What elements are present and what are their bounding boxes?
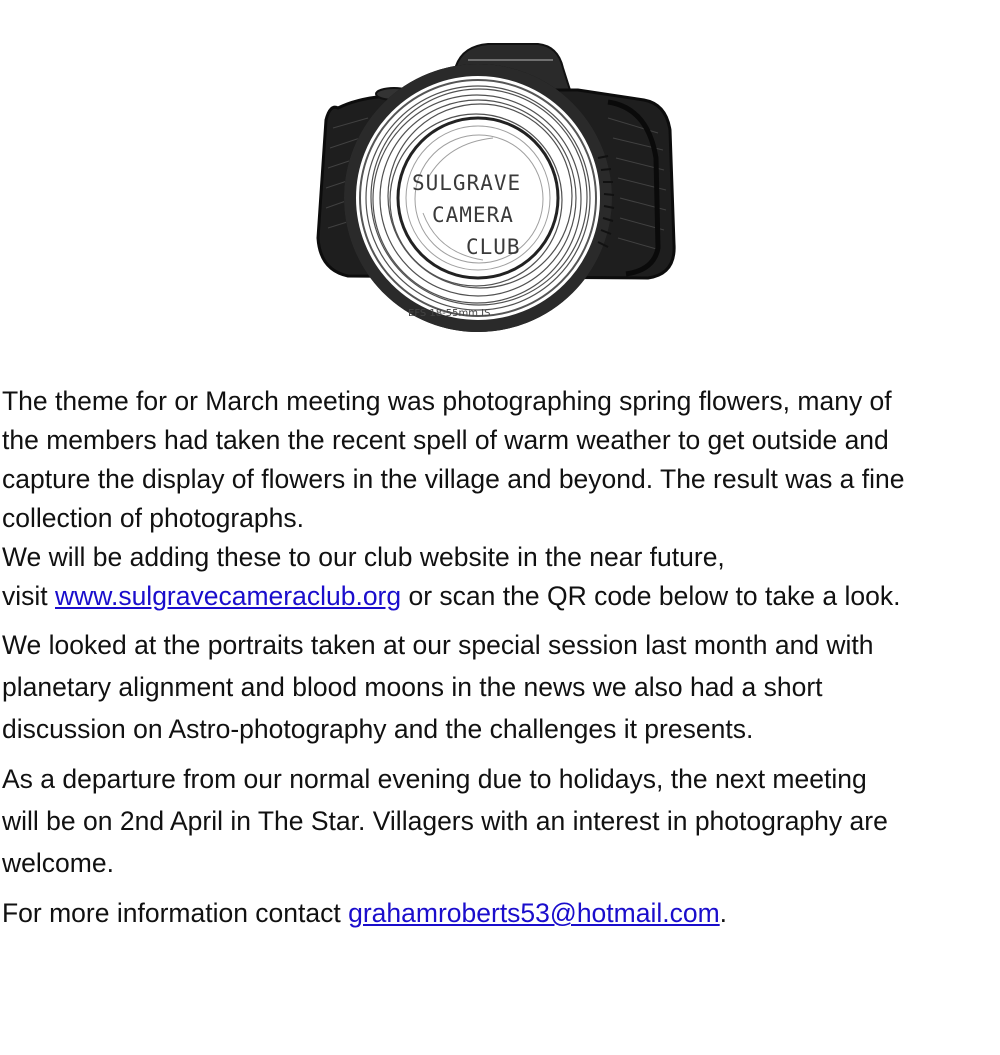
visit-prefix: visit <box>2 581 55 611</box>
contact-suffix: . <box>719 898 728 928</box>
paragraph-theme <box>2 382 998 616</box>
text-line: the members had taken the recent spell of warm weather to get outside and <box>2 425 889 455</box>
camera-sketch-icon <box>308 38 688 348</box>
text-line: discussion on Astro-photography and the challenges it presents. <box>2 714 754 744</box>
text-line: collection of photographs. <box>2 503 305 533</box>
website-link[interactable]: www.sulgravecameraclub.org <box>55 581 402 611</box>
paragraph-portraits <box>2 624 998 750</box>
text-line: We will be adding these to our club website in the near future, <box>2 542 725 572</box>
paragraph-contact <box>2 892 998 934</box>
text-line: planetary alignment and blood moons in the news we also had a short <box>2 672 823 702</box>
text-line: capture the display of flowers in the village and beyond. The result was a fine <box>2 464 905 494</box>
club-logo <box>308 38 688 348</box>
text-line-contact <box>2 892 998 934</box>
text-line: We looked at the portraits taken at our special session last month and with <box>2 630 874 660</box>
text-line: As a departure from our normal evening due to holidays, the next meeting <box>2 764 867 794</box>
article-body <box>2 382 998 942</box>
text-line: The theme for or March meeting was photographing spring flowers, many of <box>2 386 892 416</box>
logo-line-sulgrave: SULGRAVE <box>412 171 522 195</box>
logo-line-club: CLUB <box>466 235 521 259</box>
logo-line-camera: CAMERA <box>432 203 514 227</box>
paragraph-next-meeting <box>2 758 998 884</box>
text-line-website <box>2 577 998 616</box>
text-line: welcome. <box>2 848 114 878</box>
email-link[interactable]: grahamroberts53@hotmail.com <box>348 898 720 928</box>
text-line: will be on 2nd April in The Star. Villagers with an interest in photography are <box>2 806 888 836</box>
contact-prefix: For more information contact <box>2 898 349 928</box>
visit-suffix: or scan the QR code below to take a look. <box>401 581 901 611</box>
lens-text: EFS 18-55mm IS <box>408 308 491 319</box>
